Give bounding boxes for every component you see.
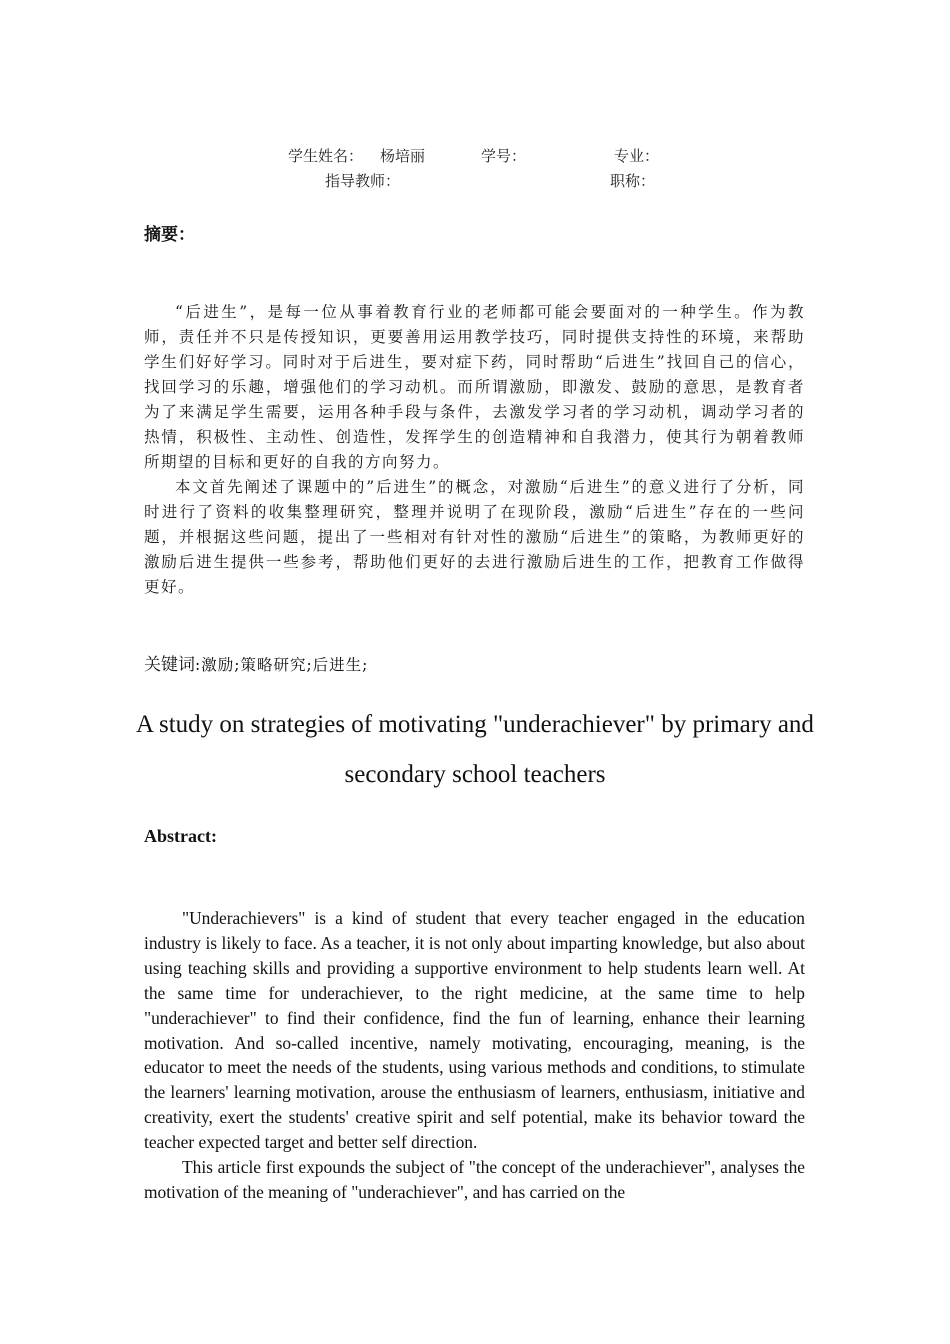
major-label: 专业： xyxy=(614,147,660,165)
abstract-en-body xyxy=(144,906,805,1205)
english-title: A study on strategies of motivating "underachiever" by primary and secondary school teachers xyxy=(136,711,814,788)
abstract-en-paragraph: This article first expounds the subject of "the concept of the underachiever", analyses the motivation of the meaning of "underachiever", and has carried on the xyxy=(144,1157,805,1202)
abstract-en-paragraph: "Underachievers" is a kind of student that every teacher engaged in the education industry is likely to face. As a teacher, it is not only about imparting knowledge, but also about using teaching skills and providing a supportive environment to help students learn well. At the same time for underachiever, to the right medicine, at the same time to help "underachiever" to find their confidence, find the fun of learning, enhance their learning motivation. And so-called incentive, namely motivating, encouraging, meaning, is the educator to meet the needs of the students, using various methods and conditions, to stimulate the learners' learning motivation, arouse the enthusiasm of learners, enthusiasm, initiative and creativity, exert the students' creative spirit and self potential, make its behavior toward the teacher expected target and better self direction. xyxy=(144,908,805,1153)
student-name-value: 杨培丽 xyxy=(380,147,426,165)
abstract-cn-paragraph: “后进生”，是每一位从事着教育行业的老师都可能会要面对的一种学生。作为教师，责任并不只是传授知识，更要善用运用教学技巧，同时提供支持性的环境，来帮助学生们好好学习。同时对于后进生，要对症下药，同时帮助“后进生”找回自己的信心，找回学习的乐趣，增强他们的学习动机。而所谓激励，即激发、鼓励的意思，是教育者为了来满足学生需要，运用各种手段与条件，去激发学习者的学习动机，调动学习者的热情，积极性、主动性、创造性，发挥学生的创造精神和自我潜力，使其行为朝着教师所期望的目标和更好的自我的方向努力。 xyxy=(144,303,805,471)
keywords-line xyxy=(144,650,368,675)
keywords-label: 关键词 xyxy=(144,655,195,675)
title-rank-label: 职称： xyxy=(610,172,656,190)
abstract-cn-body xyxy=(144,300,805,600)
student-name-label: 学生姓名： xyxy=(288,147,364,165)
keywords-value: :激励;策略研究;后进生; xyxy=(195,656,369,674)
abstract-cn-paragraph: 本文首先阐述了课题中的”后进生”的概念，对激励“后进生”的意义进行了分析，同时进行了资料的收集整理研究，整理并说明了在现阶段，激励“后进生”存在的一些问题，并根据这些问题，提出了一些相对有针对性的激励“后进生”的策略，为教师更好的激励后进生提供一些参考，帮助他们更好的去进行激励后进生的工作，把教育工作做得更好。 xyxy=(144,478,805,596)
abstract-cn-heading: 摘要： xyxy=(144,225,195,245)
advisor-label: 指导教师： xyxy=(325,172,401,190)
abstract-en-heading: Abstract: xyxy=(144,826,217,846)
student-id-label: 学号： xyxy=(481,147,527,165)
